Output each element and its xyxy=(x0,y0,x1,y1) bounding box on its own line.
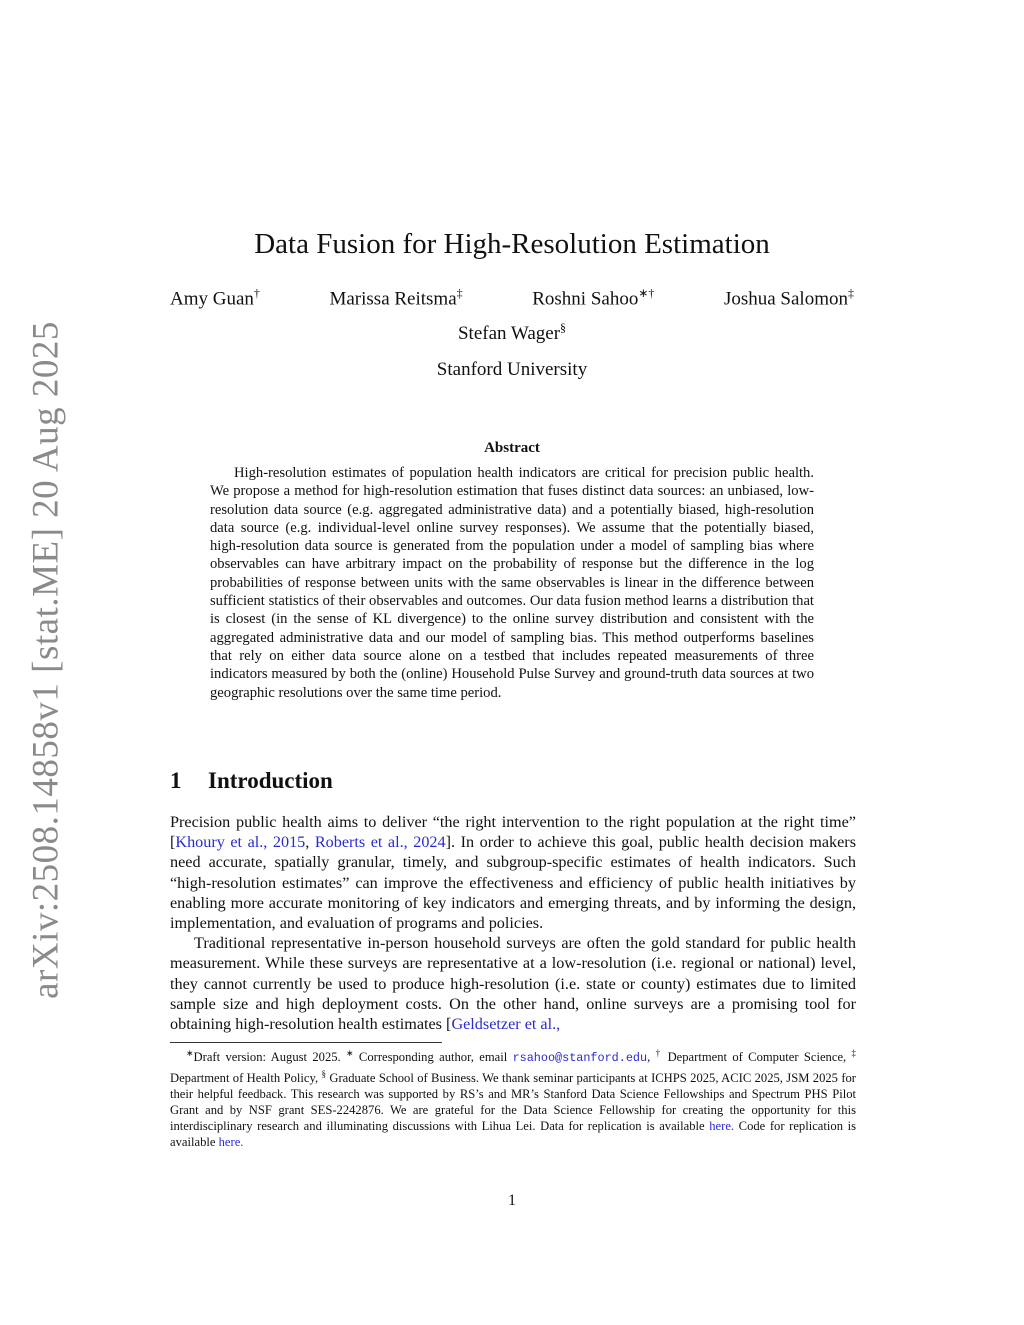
email-link[interactable]: rsahoo@stanford.edu xyxy=(512,1051,648,1066)
author-affil-mark: § xyxy=(560,320,567,335)
footnote-divider xyxy=(170,1042,442,1043)
section-title: Introduction xyxy=(208,768,333,793)
citation-link[interactable]: Khoury et al., 2015 xyxy=(175,833,306,852)
footnote-mark: ∗ xyxy=(186,1048,194,1058)
author-affil-mark: ∗† xyxy=(638,286,655,300)
section-number: 1 xyxy=(170,768,182,793)
author-name: Amy Guan xyxy=(170,288,254,310)
author-affil-mark: † xyxy=(253,286,260,300)
code-replication-link[interactable]: here. xyxy=(218,1134,244,1149)
footnote-text: Draft version: August 2025. xyxy=(193,1050,347,1065)
introduction-body xyxy=(170,812,856,1034)
intro-text: Precision public health aims to deliver “the right intervention to the right population at the right time” [ xyxy=(170,813,856,852)
intro-paragraph-1 xyxy=(170,812,856,933)
citation-link[interactable]: Geldsetzer et al., xyxy=(451,1015,561,1034)
footnote-mark: ∗ xyxy=(346,1048,354,1058)
author-5 xyxy=(457,320,567,344)
author-affil-mark: ‡ xyxy=(847,286,854,300)
abstract-heading: Abstract xyxy=(484,440,540,456)
author-name: Roshni Sahoo xyxy=(532,288,639,310)
abstract-text: High-resolution estimates of population health indicators are critical for precision public health. We propose a method for high-resolution estimation that fuses distinct data sources: an unbiased, low-resolution data source (e.g. aggregated administrative data) and a potentially biased, high-resolution data source (e.g. individual-level online survey responses). We assume that the potentially biased, high-resolution data source is generated from the population under a model of sampling bias where observables can have arbitrary impact on the probability of response but the difference in the log probabilities of response between units with the same observables is linear in the difference between sufficient statistics of their observables and outcomes. Our data fusion method learns a distribution that is closest (in the sense of KL divergence) to the online survey distribution and consistent with the aggregated administrative data and our model of sampling bias. This method outperforms baselines that rely on either data source alone on a testbed that includes repeated measurements of three indicators measured by both the (online) Household Pulse Survey and ground-truth data sources at two geographic resolutions over the same time period. xyxy=(210,465,814,701)
author-4 xyxy=(724,286,854,310)
footnote-text: , xyxy=(647,1050,656,1065)
footnote-text: Graduate School of Business. We thank seminar participants at ICHPS 2025, ACIC 2025, JSM 2025 for their helpful feedback. This research was supported by RS’s and MR’s Stanford Data Science Fellowships and Spectrum PHS Pilot Grant and by NSF grant SES-2242876. We are grateful for the Data Science Fellowship for creating the opportunity for this interdisciplinary research and illuminating discussions with Lihua Lei. Data for replication is available xyxy=(170,1071,857,1133)
footnote-text: Department of Computer Science, xyxy=(662,1050,852,1065)
footnote xyxy=(170,1046,856,1151)
intro-paragraph-2 xyxy=(170,933,856,1034)
footnote-text: Corresponding author, email xyxy=(353,1050,513,1065)
page-number: 1 xyxy=(508,1192,516,1209)
footnote-mark: † xyxy=(655,1048,663,1058)
author-name: Stefan Wager xyxy=(457,322,561,344)
arxiv-identifier-text: arXiv:2508.14858v1 [stat.ME] 20 Aug 2025 xyxy=(25,321,67,999)
affiliation: Stanford University xyxy=(436,359,588,380)
section-heading xyxy=(170,768,333,794)
footnote-mark: § xyxy=(321,1069,326,1080)
data-replication-link[interactable]: here. xyxy=(709,1119,735,1133)
author-list xyxy=(170,286,854,345)
footnote-mark: ‡ xyxy=(851,1048,857,1058)
author-1 xyxy=(170,286,260,310)
intro-text: , xyxy=(305,833,315,852)
citation-link[interactable]: Roberts et al., 2024 xyxy=(314,833,446,852)
paper-title: Data Fusion for High-Resolution Estimation xyxy=(254,228,770,260)
author-name: Joshua Salomon xyxy=(723,288,848,310)
author-name: Marissa Reitsma xyxy=(329,288,457,310)
intro-text: Traditional representative in-person household surveys are often the gold standard for public health measurement. While these surveys are representative at a low-resolution (i.e. regional or national) level, they cannot currently be used to produce high-resolution (i.e. state or county) estimates due to limited sample size and high deployment costs. On the other hand, online surveys are a promising tool for obtaining high-resolution health estimates [ xyxy=(170,934,856,1034)
intro-text: ]. In order to achieve this goal, public health decision makers need accurate, spatially granular, timely, and subgroup-specific estimates of health indicators. Such “high-resolution estimates” can improve the effectiveness and efficiency of public health initiatives by enabling more accurate monitoring of key indicators and emerging threats, and by informing the design, implementation, and evaluation of programs and policies. xyxy=(170,833,856,933)
author-2 xyxy=(329,286,462,310)
author-3 xyxy=(532,286,654,310)
author-affil-mark: ‡ xyxy=(456,286,463,300)
footnote-text: Code for replication is available xyxy=(170,1119,856,1149)
footnote-text: Department of Health Policy, xyxy=(170,1071,322,1086)
